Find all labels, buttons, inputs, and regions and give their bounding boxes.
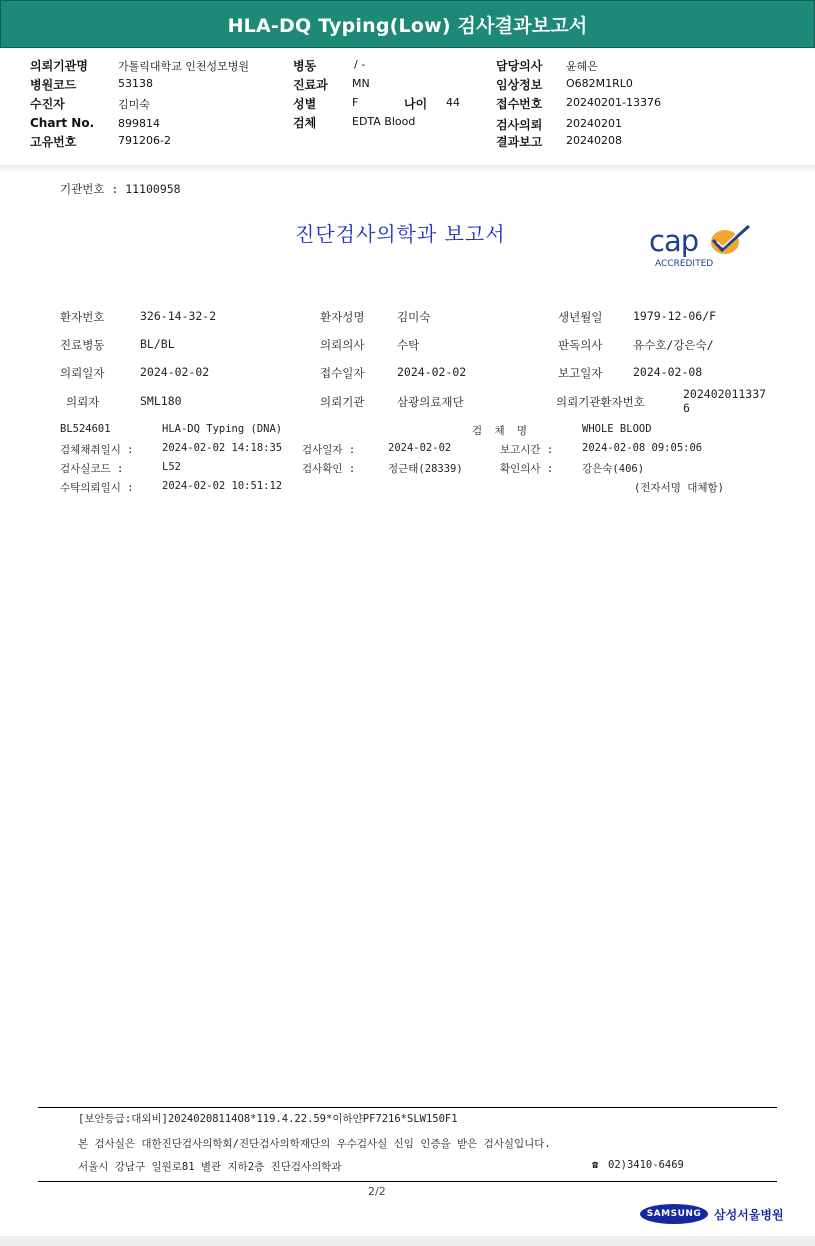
header-label: Chart No.: [30, 116, 95, 130]
verify-value: 정근태(28339): [388, 463, 463, 475]
patient-label: 보고일자: [558, 366, 603, 380]
patient-label: 환자성명: [320, 310, 365, 324]
patient-value: 2024-02-02: [397, 365, 467, 379]
header-value: 44: [446, 96, 460, 109]
verify-label: 검사확인 :: [302, 463, 356, 475]
header-value: F: [352, 96, 359, 109]
header-value: 20240201-13376: [566, 96, 661, 109]
testdate-value: 2024-02-02: [388, 442, 452, 454]
phone-number: 02)3410-6469: [608, 1159, 684, 1171]
report-title-bar: [0, 0, 815, 48]
hospital-name-text: 삼성서울병원: [714, 1208, 784, 1222]
patient-value-continued: 6: [683, 401, 690, 415]
samsung-brand-text: SAMSUNG: [646, 1209, 702, 1219]
patient-value: SML180: [140, 394, 182, 408]
patient-value: 326-14-32-2: [140, 309, 217, 323]
phone-icon: ☎: [592, 1159, 599, 1171]
test-name: HLA-DQ Typing (DNA): [162, 423, 283, 435]
specimen-value: WHOLE BLOOD: [582, 423, 652, 435]
header-label: 수진자: [30, 97, 65, 111]
patient-label: 의뢰기관환자번호: [556, 395, 645, 409]
patient-value: 1979-12-06/F: [633, 309, 717, 323]
header-value: 김미숙: [118, 98, 150, 111]
footer-top-rule: [38, 1107, 777, 1108]
page-bottom-strip: [0, 1236, 815, 1246]
header-label: 접수번호: [496, 97, 543, 111]
samsung-oval-logo: [640, 1204, 708, 1224]
doctor-label: 확인의사 :: [500, 463, 554, 475]
footer-bottom-rule: [38, 1181, 777, 1182]
collect-value: 2024-02-02 14:18:35: [162, 442, 283, 454]
patient-value: 2024-02-08: [633, 365, 703, 379]
patient-label: 판독의사: [558, 338, 603, 352]
patient-label: 접수일자: [320, 366, 365, 380]
header-label: 임상정보: [496, 78, 543, 92]
patient-value: BL/BL: [140, 337, 175, 351]
header-label: 고유번호: [30, 135, 77, 149]
header-label: 병동: [293, 59, 317, 73]
patient-value: 2024-02-02: [140, 365, 210, 379]
patient-value: 삼광의료재단: [397, 395, 464, 409]
header-value: 53138: [118, 77, 153, 90]
header-label: 결과보고: [496, 135, 543, 149]
testdate-label: 검사일자 :: [302, 444, 356, 456]
header-separator: [0, 165, 815, 171]
header-value: 20240208: [566, 134, 622, 147]
patient-label: 생년월일: [558, 310, 603, 324]
header-label: 담당의사: [496, 59, 543, 73]
header-value: 가톨릭대학교 인천성모병원: [118, 60, 250, 73]
patient-value: 202402011337: [683, 387, 767, 401]
received-label: 수탁의뢰일시 :: [60, 482, 134, 494]
reporttime-label: 보고시간 :: [500, 444, 554, 456]
patient-label: 의뢰기관: [320, 395, 365, 409]
header-label: 병원코드: [30, 78, 77, 92]
certification-line: 본 검사실은 대한진단검사의학회/진단검사의학재단의 우수검사실 신임 인증을 받은 검사실입니다.: [78, 1138, 551, 1150]
cap-checkmark-icon: [705, 224, 751, 258]
header-value: 윤혜은: [566, 60, 598, 73]
header-label: 검체: [293, 116, 317, 130]
doctor-value: 강은숙(406): [582, 463, 645, 475]
patient-label: 환자번호: [60, 310, 105, 324]
header-label: 나이: [404, 97, 428, 111]
patient-label: 진료병동: [60, 338, 105, 352]
institution-number: 기관번호 : 11100958: [60, 182, 181, 196]
header-label: 진료과: [293, 78, 328, 92]
security-line: [보안등급:대외비]20240208114O8*119.4.22.59*이하얀PF7216*SLW150F1: [78, 1113, 458, 1125]
received-value: 2024-02-02 10:51:12: [162, 480, 283, 492]
header-label: 의뢰기관명: [30, 59, 88, 73]
header-value: 899814: [118, 117, 160, 130]
lab-report-title: 진단검사의학과 보고서: [295, 222, 506, 246]
header-value: MN: [352, 77, 370, 90]
report-main-title: HLA-DQ Typing(Low) 검사결과보고서: [227, 14, 588, 37]
header-value: EDTA Blood: [352, 115, 416, 128]
header-value: O682M1RL0: [566, 77, 633, 90]
patient-label: 의뢰의사: [320, 338, 365, 352]
address-line: 서울시 강남구 일원로81 별관 지하2층 진단검사의학과: [78, 1161, 342, 1173]
patient-label: 의뢰일자: [60, 366, 105, 380]
header-label: 검사의뢰: [496, 118, 543, 132]
labcode-value: L52: [162, 461, 181, 473]
samsung-hospital-logo: [640, 1203, 782, 1225]
reporttime-value: 2024-02-08 09:05:06: [582, 442, 703, 454]
patient-value: 김미숙: [397, 310, 431, 324]
labcode-label: 검사실코드 :: [60, 463, 124, 475]
cap-logo-sub: ACCREDITED: [655, 259, 714, 269]
cap-accredited-logo: [647, 226, 752, 274]
header-value: 20240201: [566, 117, 622, 130]
signature-note: (전자서명 대체함): [634, 482, 724, 494]
cap-logo-word: cap: [649, 224, 699, 258]
header-value: / -: [354, 58, 366, 71]
patient-label: 의뢰자: [66, 395, 100, 409]
header-value: 791206-2: [118, 134, 171, 147]
page-number: 2/2: [368, 1185, 386, 1198]
patient-value: 유수호/강은숙/: [633, 338, 714, 352]
header-label: 성별: [293, 97, 317, 111]
patient-value: 수탁: [397, 338, 420, 352]
specimen-label: 검 체 명: [472, 425, 531, 437]
collect-label: 검체채취일시 :: [60, 444, 134, 456]
test-code: BL524601: [60, 423, 111, 435]
